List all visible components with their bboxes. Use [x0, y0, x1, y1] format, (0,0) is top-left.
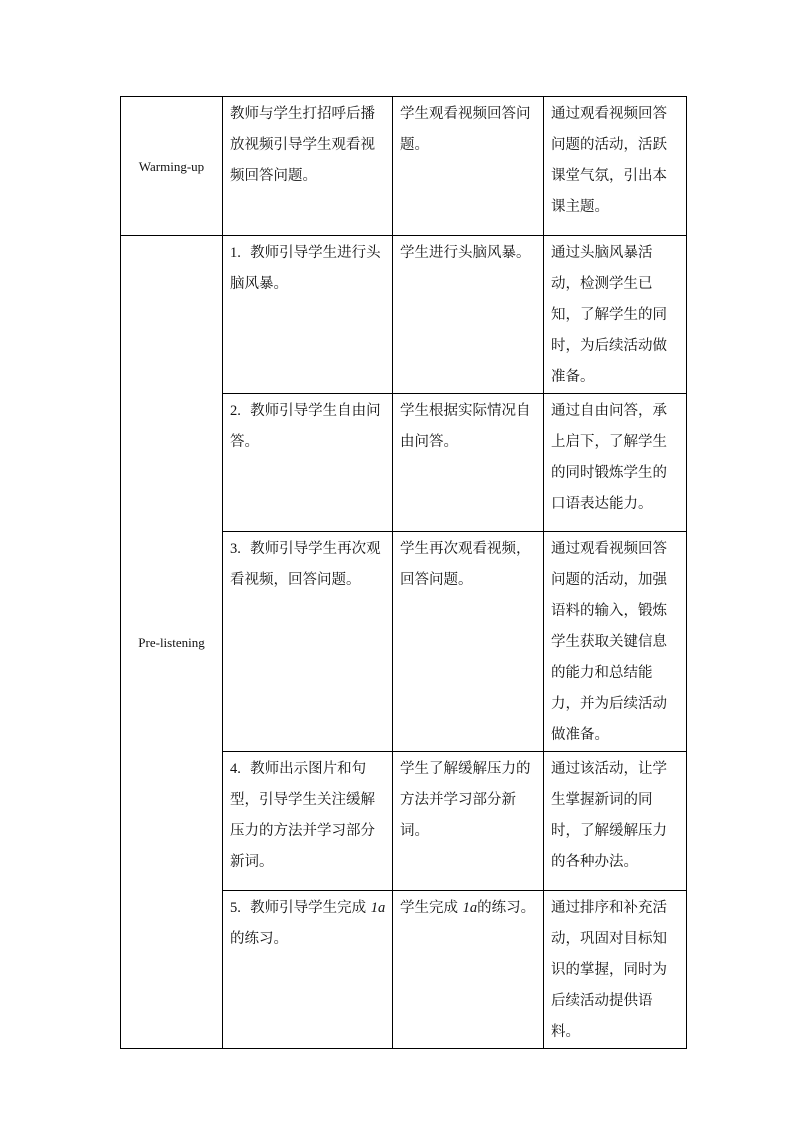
purpose-cell: [544, 394, 687, 532]
stage-label: Warming-up: [138, 158, 205, 174]
purpose-text: 通过观看视频回答问题的活动，活跃课堂气氛，引出本课主题。: [551, 106, 667, 215]
step-number: 3.: [230, 541, 241, 557]
teacher-activity-cell: [223, 394, 393, 532]
purpose-text: 通过观看视频回答问题的活动，加强语料的输入，锻炼学生获取关键信息的能力和总结能力，并为后续活动做准备。: [551, 541, 667, 743]
student-activity-cell: [393, 236, 544, 394]
stage-cell-pre-listening: [121, 236, 223, 1049]
teacher-activity-cell: [223, 891, 393, 1049]
purpose-cell: [544, 891, 687, 1049]
teacher-activity-cell: [223, 752, 393, 891]
step-number: 1.: [230, 245, 241, 261]
student-activity-cell: [393, 97, 544, 236]
purpose-cell: [544, 752, 687, 891]
teacher-activity-text: 教师出示图片和句型，引导学生关注缓解压力的方法并学习部分新词。: [230, 761, 375, 870]
student-activity-text: 学生根据实际情况自由问答。: [400, 403, 531, 450]
student-activity-text: 学生进行头脑风暴。: [400, 245, 531, 261]
student-activity-cell: [393, 394, 544, 532]
teacher-activity-text: 教师与学生打招呼后播放视频引导学生观看视频回答问题。: [230, 106, 375, 184]
table-row-warming-up: [121, 97, 687, 236]
purpose-text: 通过头脑风暴活动，检测学生已知，了解学生的同时，为后续活动做准备。: [551, 245, 667, 385]
purpose-cell: [544, 97, 687, 236]
exercise-ref: 1a: [370, 900, 386, 916]
student-activity-cell: [393, 752, 544, 891]
purpose-cell: [544, 236, 687, 394]
student-activity-cell: [393, 891, 544, 1049]
purpose-text: 通过自由问答，承上启下，了解学生的同时锻炼学生的口语表达能力。: [551, 403, 667, 512]
table-row-pre-listening-1: [121, 236, 687, 394]
student-activity-text: 学生再次观看视频，回答问题。: [400, 541, 531, 588]
purpose-text: 通过排序和补充活动，巩固对目标知识的掌握，同时为后续活动提供语料。: [551, 900, 667, 1040]
stage-label: Pre-listening: [138, 634, 205, 650]
teacher-activity-text: 教师引导学生进行头脑风暴。: [230, 245, 381, 292]
teacher-activity-cell: [223, 532, 393, 752]
teacher-activity-cell: [223, 97, 393, 236]
stage-cell-warming-up: [121, 97, 223, 236]
student-activity-text: 学生完成: [400, 900, 458, 916]
step-number: 5.: [230, 900, 241, 916]
teacher-activity-text: 教师引导学生完成: [250, 900, 367, 916]
purpose-text: 通过该活动，让学生掌握新词的同时，了解缓解压力的各种办法。: [551, 761, 667, 870]
exercise-ref: 1a: [462, 900, 478, 916]
student-activity-cell: [393, 532, 544, 752]
step-number: 4.: [230, 761, 241, 777]
lesson-plan-table: [120, 96, 687, 1049]
teacher-activity-text-end: 的练习。: [230, 931, 288, 947]
student-activity-text: 学生了解缓解压力的方法并学习部分新词。: [400, 761, 531, 839]
teacher-activity-cell: [223, 236, 393, 394]
student-activity-text: 学生观看视频回答问题。: [400, 106, 531, 153]
student-activity-text-end: 的练习。: [477, 900, 536, 916]
purpose-cell: [544, 532, 687, 752]
step-number: 2.: [230, 403, 241, 419]
teacher-activity-text: 教师引导学生再次观看视频，回答问题。: [230, 541, 381, 588]
teacher-activity-text: 教师引导学生自由问答。: [230, 403, 381, 450]
